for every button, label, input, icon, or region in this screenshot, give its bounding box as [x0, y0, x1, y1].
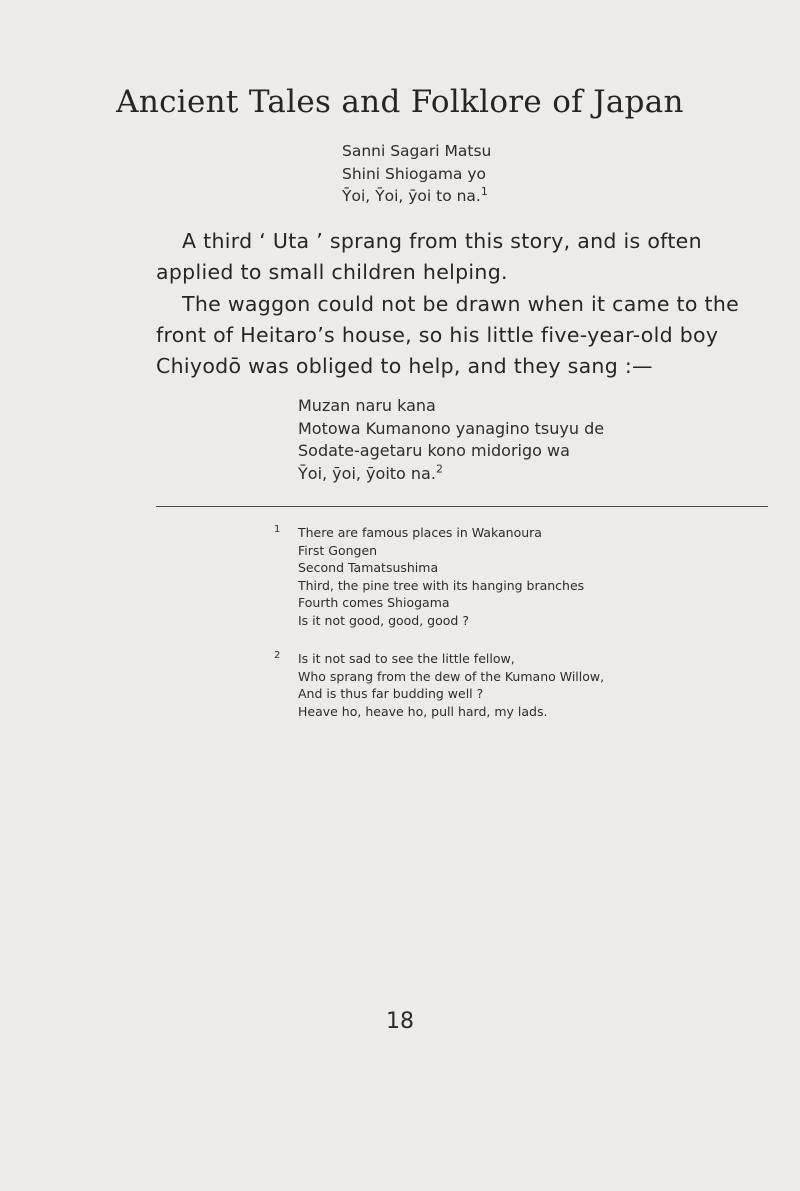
verse-line: Sodate-agetaru kono midorigo wa: [298, 441, 570, 460]
footnote-text: Is it not sad to see the little fellow,: [298, 651, 515, 666]
paragraph-waggon: [156, 289, 768, 382]
footnote-line: [274, 524, 584, 542]
footnote-line: First Gongen: [298, 542, 378, 558]
footnote-line: And is thus far budding well ?: [298, 686, 484, 701]
running-title: Ancient Tales and Folklore of Japan: [116, 84, 684, 120]
verse-line: Motowa Kumanono yanagino tsuyu de: [298, 418, 605, 438]
footnote-mark: 2: [274, 650, 281, 661]
footnote-line: Is it not good, good, good ?: [298, 612, 469, 628]
footnote-line: Who sprang from the dew of the Kumano Willow,: [298, 668, 605, 684]
paragraph-third-uta: [156, 226, 768, 288]
footnote-line: Fourth comes Shiogama: [298, 595, 450, 610]
footnote-ref-2[interactable]: 2: [435, 462, 443, 476]
footnote-line: Third, the pine tree with its hanging branches: [298, 577, 585, 593]
footnote-line: [274, 650, 604, 668]
footnote-line: Second Tamatsushima: [298, 560, 439, 575]
paragraph-line: Chiyodō was obliged to help, and they sang :—: [156, 354, 653, 378]
verse-line: [298, 463, 604, 486]
footnote-mark: 1: [274, 524, 281, 535]
footnote-divider: [156, 506, 768, 507]
verse-line: Shini Shiogama yo: [342, 164, 486, 183]
footnote-ref-1[interactable]: 1: [480, 184, 488, 198]
paragraph-line: applied to small children helping.: [156, 260, 508, 284]
verse-line: Sanni Sagari Matsu: [342, 142, 492, 160]
verse-muzan-naru: [298, 395, 604, 485]
verse-line: [342, 185, 491, 208]
paragraph-line: A third ‘ Uta ’ sprang from this story, and is often: [182, 229, 702, 253]
paragraph-line: The waggon could not be drawn when it came to the: [182, 292, 740, 316]
verse-line-text: Ȳoi, ȳoi, ȳoito na.: [298, 463, 436, 483]
footnote-text: There are famous places in Wakanoura: [298, 525, 542, 540]
verse-sanni-sagari: [342, 140, 491, 208]
verse-line-text: Ȳoi, Ȳoi, ȳoi to na.: [342, 187, 481, 205]
page-number: 18: [386, 1009, 414, 1034]
paragraph-line: front of Heitaro’s house, so his little five-year-old boy: [156, 323, 719, 347]
footnote-1: [274, 524, 584, 629]
verse-line: Muzan naru kana: [298, 396, 436, 415]
footnote-2: [274, 650, 604, 720]
footnote-line: Heave ho, heave ho, pull hard, my lads.: [298, 703, 548, 719]
